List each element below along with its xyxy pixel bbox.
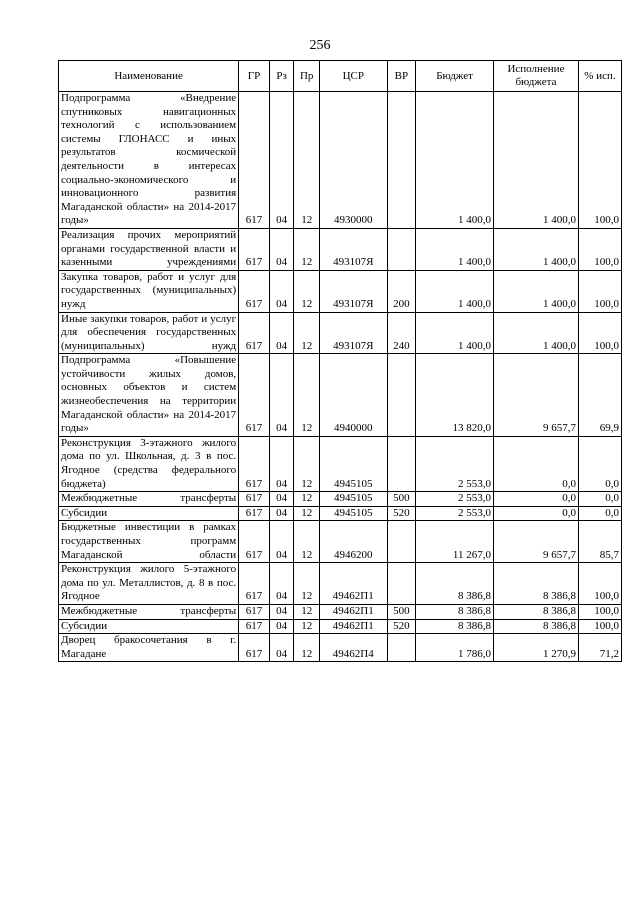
cell-budget: 2 553,0 (416, 436, 494, 491)
cell-budget: 8 386,8 (416, 563, 494, 605)
cell-csr: 49462П1 (320, 604, 388, 619)
cell-execution: 8 386,8 (493, 563, 578, 605)
cell-name: Межбюджетные трансферты (59, 604, 239, 619)
table-row (59, 270, 622, 312)
cell-csr: 49462П1 (320, 619, 388, 634)
cell-gr: 617 (239, 436, 270, 491)
table-row (59, 604, 622, 619)
header-pr: Пр (294, 61, 320, 92)
cell-rz: 04 (269, 92, 294, 229)
cell-pr: 12 (294, 270, 320, 312)
cell-percent: 100,0 (578, 312, 621, 354)
cell-budget: 1 400,0 (416, 312, 494, 354)
table-row (59, 492, 622, 507)
cell-name: Дворец бракосочетания в г. Магадане (59, 634, 239, 662)
cell-name: Закупка товаров, работ и услуг для государственных (муниципальных) нужд (59, 270, 239, 312)
cell-rz: 04 (269, 506, 294, 521)
cell-pr: 12 (294, 506, 320, 521)
cell-budget: 1 400,0 (416, 270, 494, 312)
cell-csr: 4940000 (320, 354, 388, 437)
cell-rz: 04 (269, 619, 294, 634)
cell-name: Бюджетные инвестиции в рамках государственных программ Магаданской области (59, 521, 239, 563)
cell-vr: 200 (387, 270, 416, 312)
cell-pr: 12 (294, 521, 320, 563)
table-row (59, 634, 622, 662)
cell-pr: 12 (294, 563, 320, 605)
cell-budget: 2 553,0 (416, 492, 494, 507)
cell-gr: 617 (239, 521, 270, 563)
cell-budget: 2 553,0 (416, 506, 494, 521)
cell-budget: 11 267,0 (416, 521, 494, 563)
cell-rz: 04 (269, 634, 294, 662)
cell-csr: 49462П1 (320, 563, 388, 605)
cell-csr: 49462П4 (320, 634, 388, 662)
header-rz: Рз (269, 61, 294, 92)
cell-gr: 617 (239, 92, 270, 229)
cell-gr: 617 (239, 228, 270, 270)
cell-budget: 8 386,8 (416, 604, 494, 619)
cell-name: Реализация прочих мероприятий органами государственной власти и казенными учреждениями (59, 228, 239, 270)
cell-pr: 12 (294, 312, 320, 354)
cell-pr: 12 (294, 354, 320, 437)
cell-percent: 0,0 (578, 506, 621, 521)
table-row (59, 563, 622, 605)
cell-vr: 520 (387, 506, 416, 521)
cell-vr (387, 521, 416, 563)
table-row (59, 354, 622, 437)
table-row (59, 521, 622, 563)
cell-csr: 4945105 (320, 506, 388, 521)
cell-name: Подпрограмма «Повышение устойчивости жилых домов, основных объектов и систем жизнеобеспечения на территории Магаданской области» на 2014-2017 годы» (59, 354, 239, 437)
cell-vr: 520 (387, 619, 416, 634)
cell-csr: 4946200 (320, 521, 388, 563)
cell-rz: 04 (269, 563, 294, 605)
cell-csr: 4945105 (320, 436, 388, 491)
cell-budget: 1 400,0 (416, 92, 494, 229)
header-percent: % исп. (578, 61, 621, 92)
cell-name: Подпрограмма «Внедрение спутниковых навигационных технологий с использованием системы ГЛОНАСС и иных результатов космической деятельности в интересах социально-экономического и инновационного развития Магаданской области» на 2014-2017 годы» (59, 92, 239, 229)
cell-budget: 8 386,8 (416, 619, 494, 634)
cell-pr: 12 (294, 604, 320, 619)
cell-vr (387, 92, 416, 229)
cell-pr: 12 (294, 619, 320, 634)
cell-csr: 493107Я (320, 270, 388, 312)
header-vr: ВР (387, 61, 416, 92)
table-header-row (59, 61, 622, 92)
cell-rz: 04 (269, 354, 294, 437)
cell-execution: 8 386,8 (493, 604, 578, 619)
cell-vr (387, 228, 416, 270)
cell-csr: 493107Я (320, 312, 388, 354)
cell-percent: 100,0 (578, 619, 621, 634)
header-gr: ГР (239, 61, 270, 92)
header-csr: ЦСР (320, 61, 388, 92)
table-row (59, 312, 622, 354)
cell-name: Межбюджетные трансферты (59, 492, 239, 507)
cell-rz: 04 (269, 521, 294, 563)
budget-table (58, 60, 622, 662)
cell-gr: 617 (239, 492, 270, 507)
cell-execution: 0,0 (493, 506, 578, 521)
cell-pr: 12 (294, 228, 320, 270)
cell-name: Субсидии (59, 506, 239, 521)
cell-rz: 04 (269, 492, 294, 507)
cell-name: Субсидии (59, 619, 239, 634)
cell-pr: 12 (294, 92, 320, 229)
cell-vr (387, 436, 416, 491)
cell-rz: 04 (269, 312, 294, 354)
cell-execution: 9 657,7 (493, 521, 578, 563)
cell-execution: 1 400,0 (493, 270, 578, 312)
cell-vr: 500 (387, 492, 416, 507)
cell-vr: 500 (387, 604, 416, 619)
cell-gr: 617 (239, 619, 270, 634)
cell-percent: 100,0 (578, 604, 621, 619)
cell-gr: 617 (239, 604, 270, 619)
cell-execution: 0,0 (493, 436, 578, 491)
table-row (59, 619, 622, 634)
cell-csr: 4930000 (320, 92, 388, 229)
cell-vr (387, 354, 416, 437)
cell-execution: 1 400,0 (493, 92, 578, 229)
cell-percent: 100,0 (578, 563, 621, 605)
cell-percent: 0,0 (578, 492, 621, 507)
cell-rz: 04 (269, 604, 294, 619)
cell-budget: 1 786,0 (416, 634, 494, 662)
header-budget: Бюджет (416, 61, 494, 92)
cell-percent: 100,0 (578, 92, 621, 229)
cell-gr: 617 (239, 506, 270, 521)
cell-gr: 617 (239, 634, 270, 662)
cell-name: Иные закупки товаров, работ и услуг для обеспечения государственных (муниципальных) нужд (59, 312, 239, 354)
cell-percent: 0,0 (578, 436, 621, 491)
header-execution: Исполнение бюджета (493, 61, 578, 92)
cell-execution: 1 400,0 (493, 228, 578, 270)
table-row (59, 228, 622, 270)
table-row (59, 436, 622, 491)
table-row (59, 506, 622, 521)
cell-percent: 69,9 (578, 354, 621, 437)
table-row (59, 92, 622, 229)
cell-rz: 04 (269, 270, 294, 312)
table-body (59, 92, 622, 662)
cell-rz: 04 (269, 228, 294, 270)
cell-percent: 100,0 (578, 228, 621, 270)
cell-name: Реконструкция жилого 5-этажного дома по ул. Металлистов, д. 8 в пос. Ягодное (59, 563, 239, 605)
cell-pr: 12 (294, 436, 320, 491)
cell-pr: 12 (294, 492, 320, 507)
cell-percent: 85,7 (578, 521, 621, 563)
cell-csr: 493107Я (320, 228, 388, 270)
cell-gr: 617 (239, 354, 270, 437)
header-name: Наименование (59, 61, 239, 92)
cell-budget: 1 400,0 (416, 228, 494, 270)
cell-vr (387, 563, 416, 605)
cell-gr: 617 (239, 563, 270, 605)
cell-vr (387, 634, 416, 662)
cell-gr: 617 (239, 312, 270, 354)
cell-execution: 9 657,7 (493, 354, 578, 437)
cell-name: Реконструкция 3-этажного жилого дома по ул. Школьная, д. 3 в пос. Ягодное (средства федерального бюджета) (59, 436, 239, 491)
cell-vr: 240 (387, 312, 416, 354)
cell-gr: 617 (239, 270, 270, 312)
cell-percent: 71,2 (578, 634, 621, 662)
cell-budget: 13 820,0 (416, 354, 494, 437)
cell-execution: 0,0 (493, 492, 578, 507)
page-number: 256 (309, 38, 331, 53)
cell-rz: 04 (269, 436, 294, 491)
cell-execution: 8 386,8 (493, 619, 578, 634)
cell-execution: 1 270,9 (493, 634, 578, 662)
cell-csr: 4945105 (320, 492, 388, 507)
cell-execution: 1 400,0 (493, 312, 578, 354)
cell-pr: 12 (294, 634, 320, 662)
cell-percent: 100,0 (578, 270, 621, 312)
